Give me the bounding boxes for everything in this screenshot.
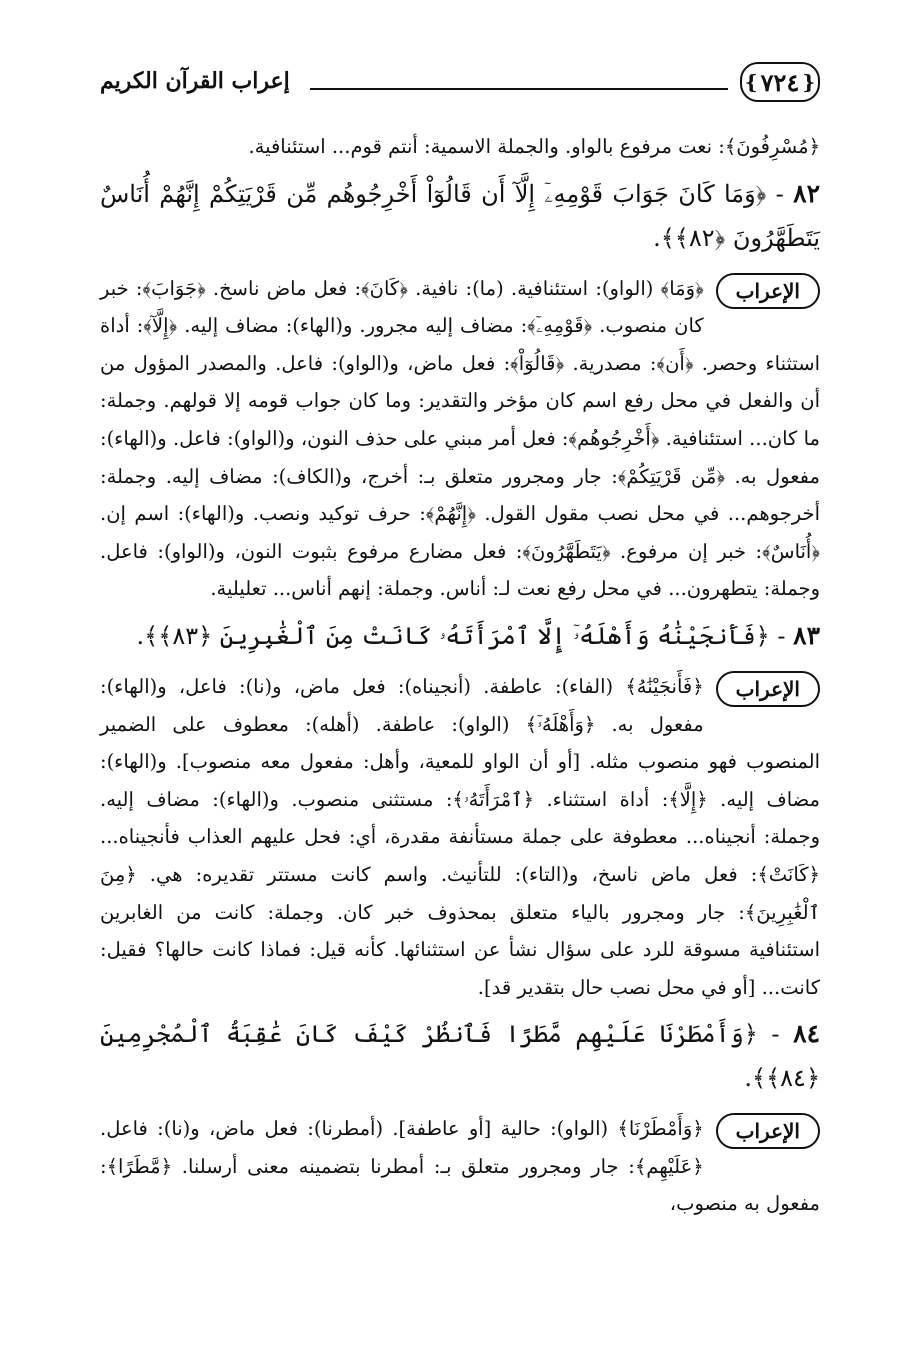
ayah-84: ٨٤ - ﴿وَأَمْطَرْنَا عَلَيْهِم مَّطَرًا فَٱنظُرْ كَيْفَ كَانَ عَٰقِبَةُ ٱلْمُجْرِمِينَ ﴿٨٤﴾﴾. (100, 1019, 820, 1093)
ayah-text: ﴿فَأَنجَيْنَٰهُ وَأَهْلَهُۥٓ إِلَّا ٱمْرَأَتَهُۥ كَانَتْ مِنَ ٱلْغَٰبِرِينَ ﴿٨٣﴾﴾. (136, 621, 770, 650)
ayah-text: ﴿وَمَا كَانَ جَوَابَ قَوْمِهِۦٓ إِلَّآ أَن قَالُوٓاْ أَخْرِجُوهُم مِّن قَرْيَتِكُمْ إِنَّهُمْ أُنَاسٌ يَتَطَهَّرُونَ ﴿٨٢﴾﴾. (100, 179, 820, 252)
irab-84 (100, 1110, 820, 1223)
irab-82 (100, 270, 820, 608)
ayah-number: ٨٤ (793, 1019, 820, 1049)
irab-text: ﴿وَمَا﴾ (الواو): استئنافية. (ما): نافية. ﴿كَانَ﴾: فعل ماض ناسخ. ﴿جَوَابَ﴾: خبر كان منصوب. ﴿قَوْمِهِۦٓ﴾: مضاف إليه مجرور. و(الهاء): مضاف إليه. ﴿إِلَّآ﴾: أداة استثناء وحصر. ﴿أَن﴾: مصدرية. ﴿قَالُوٓاْ﴾: فعل ماض، و(الواو): فاعل. والمصدر المؤول من أن والفعل في محل رفع اسم كان مؤخر والتقدير: وما كان جواب قومه إلا قولهم. وجملة: ما كان... استئنافية. ﴿أَخْرِجُوهُم﴾: فعل أمر مبني على حذف النون، و(الواو): فاعل. و(الهاء): مفعول به. ﴿مِّن قَرْيَتِكُمْ﴾: جار ومجرور متعلق بـ: أخرج، و(الكاف): مضاف إليه. وجملة: أخرجوهم... في محل نصب مقول القول. ﴿إِنَّهُمْ﴾: حرف توكيد ونصب. و(الهاء): اسم إن. ﴿أُنَاسٌ﴾: خبر إن مرفوع. ﴿يَتَطَهَّرُونَ﴾: فعل مضارع مرفوع بثبوت النون، و(الواو): فاعل. وجملة: يتطهرون... في محل رفع نعت لـ: أناس. وجملة: إنهم أناس... تعليلية. (100, 276, 820, 601)
irab-label: الإعراب (716, 273, 820, 309)
page-content (100, 128, 820, 1223)
intro-paragraph: ﴿مُسْرِفُونَ﴾: نعت مرفوع بالواو. والجملة الاسمية: أنتم قوم... استئنافية. (248, 135, 820, 158)
ayah-text: ﴿وَأَمْطَرْنَا عَلَيْهِم مَّطَرًا فَٱنظُرْ كَيْفَ كَانَ عَٰقِبَةُ ٱلْمُجْرِمِينَ ﴿٨٤﴾﴾. (100, 1020, 820, 1093)
page-number: ٧٢٤ (760, 67, 800, 97)
irab-text: ﴿وَأَمْطَرْنَا﴾ (الواو): حالية [أو عاطفة]. (أمطرنا): فعل ماض، و(نا): فاعل. ﴿عَلَيْهِم﴾: جار ومجرور متعلق بـ: أمطرنا بتضمينه معنى أرسلنا. ﴿مَّطَرًا﴾: مفعول به منصوب، (100, 1117, 820, 1216)
header-rule (310, 88, 728, 90)
ayah-number: ٨٢ (793, 178, 820, 208)
book-title: إعراب القرآن الكريم (100, 68, 290, 94)
irab-83 (100, 668, 820, 1006)
irab-text: ﴿فَأَنجَيْنَٰهُ﴾ (الفاء): عاطفة. (أنجيناه): فعل ماض، و(نا): فاعل، و(الهاء): مفعول به. ﴿وَأَهْلَهُۥٓ﴾ (الواو): عاطفة. (أهله): معطوف على الضمير المنصوب فهو منصوب مثله. [أو أن الواو للمعية، وأهل: مفعول معه منصوب]. و(الهاء): مضاف إليه. ﴿إِلَّا﴾: أداة استثناء. ﴿ٱمْرَأَتَهُۥ﴾: مستثنى منصوب. و(الهاء): مضاف إليه. وجملة: أنجيناه... معطوفة على جملة مستأنفة مقدرة، أي: فحل عليهم العذاب فأنجيناه... ﴿كَانَتْ﴾: فعل ماض ناسخ، و(التاء): للتأنيث. واسم كانت مستتر تقديره: هي. ﴿مِنَ ٱلْغَٰبِرِينَ﴾: جار ومجرور بالياء متعلق بمحذوف خبر كان. وجملة: كانت من الغابرين استئنافية مسوقة للرد على سؤال نشأ عن استثنائها. كأنه قيل: فماذا كانت حالها؟ فقيل: كانت... [أو في محل نصب حال بتقدير قد]. (100, 674, 820, 999)
ayah-number: ٨٣ (793, 620, 820, 650)
ayah-83: ٨٣ - ﴿فَأَنجَيْنَٰهُ وَأَهْلَهُۥٓ إِلَّا ٱمْرَأَتَهُۥ كَانَتْ مِنَ ٱلْغَٰبِرِينَ ﴿٨٣﴾﴾. (136, 620, 820, 650)
irab-label: الإعراب (716, 1113, 820, 1149)
page-header (100, 60, 820, 112)
page-number-badge: { ٧٢٤ } (740, 62, 820, 102)
irab-label: الإعراب (716, 671, 820, 707)
ayah-82: ٨٢ - ﴿وَمَا كَانَ جَوَابَ قَوْمِهِۦٓ إِلَّآ أَن قَالُوٓاْ أَخْرِجُوهُم مِّن قَرْيَتِكُمْ إِنَّهُمْ أُنَاسٌ يَتَطَهَّرُونَ ﴿٨٢﴾﴾. (100, 178, 820, 252)
